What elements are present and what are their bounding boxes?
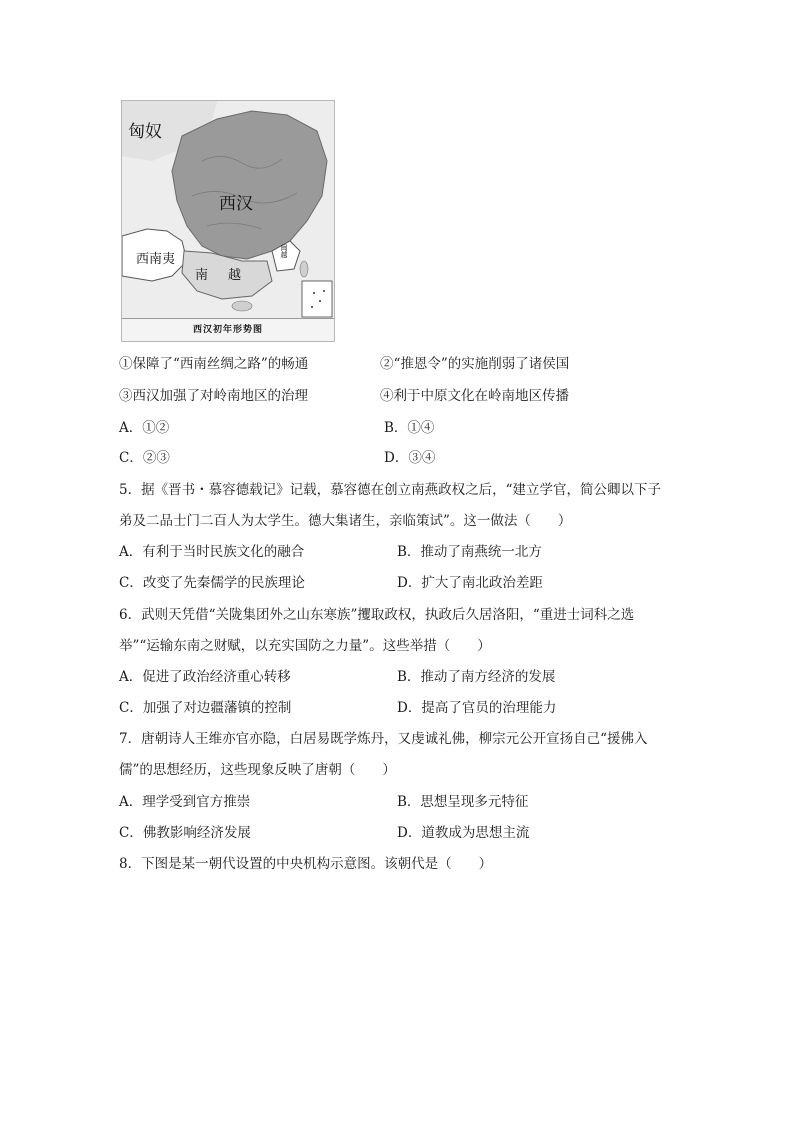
- map-label-xihan: 西汉: [219, 194, 253, 214]
- q5-stem-line1: 5．据《晋书・慕容德载记》记载，慕容德在创立南燕政权之后，“建立学官，简公卿以下子: [119, 482, 661, 498]
- q4-choice-d: D．③④: [384, 450, 436, 466]
- q4-choice-b: B．①④: [384, 420, 435, 436]
- q5-choice-c: C．改变了先秦儒学的民族理论: [119, 575, 305, 591]
- q6-choice-c: C．加强了对边疆藩镇的控制: [119, 700, 292, 716]
- q4-statement-4: ④利于中原文化在岭南地区传播: [380, 388, 569, 404]
- q7-choice-a: A．理学受到官方推崇: [119, 794, 251, 810]
- q4-choice-c: C．②③: [119, 450, 170, 466]
- q6-choice-b: B．推动了南方经济的发展: [397, 669, 556, 685]
- q7-choice-d: D．道教成为思想主流: [397, 825, 530, 841]
- q4-choice-a: A．①②: [119, 420, 170, 436]
- q8-stem-line1: 8．下图是某一朝代设置的中央机构示意图。该朝代是（ ）: [119, 856, 493, 872]
- q6-choice-a: A．促进了政治经济重心转移: [119, 669, 291, 685]
- map-figure: [121, 100, 335, 342]
- q5-choice-d: D．扩大了南北政治差距: [397, 575, 543, 591]
- map-label-xiongnu: 匈奴: [128, 122, 162, 142]
- q6-stem-line1: 6．武则天凭借“关陇集团外之山东寒族”攫取政权，执政后久居洛阳，“重进士词科之选: [119, 607, 635, 623]
- q7-choice-c: C．佛教影响经济发展: [119, 825, 251, 841]
- q4-statement-1: ①保障了“西南丝绸之路”的畅通: [119, 356, 309, 372]
- map-label-yue: 越: [228, 268, 242, 283]
- q4-statement-3: ③西汉加强了对岭南地区的治理: [119, 388, 308, 404]
- q5-stem-line2: 弟及二品士门二百人为太学生。德大集诸生，亲临策试”。这一做法（ ）: [119, 513, 572, 529]
- map-label-minyue: 闽越: [280, 244, 288, 258]
- q4-statement-2: ②“推恩令”的实施削弱了诸侯国: [380, 356, 570, 372]
- q6-stem-line2: 举”“运输东南之财赋，以充实国防之力量”。这些举措（ ）: [119, 638, 491, 654]
- q5-choice-b: B．推动了南燕统一北方: [397, 544, 542, 560]
- q5-choice-a: A．有利于当时民族文化的融合: [119, 544, 305, 560]
- q6-choice-d: D．提高了官员的治理能力: [397, 700, 557, 716]
- q7-stem-line2: 儒”的思想经历，这些现象反映了唐朝（ ）: [119, 762, 396, 778]
- q7-stem-line1: 7．唐朝诗人王维亦官亦隐，白居易既学炼丹，又虔诚礼佛，柳宗元公开宣扬自己“援佛入: [119, 731, 648, 747]
- q7-choice-b: B．思想呈现多元特征: [397, 794, 529, 810]
- map-label-nan: 南: [195, 268, 209, 283]
- map-label-xinanyi: 西南夷: [136, 252, 176, 267]
- map-caption: 西汉初年形势图: [122, 318, 334, 341]
